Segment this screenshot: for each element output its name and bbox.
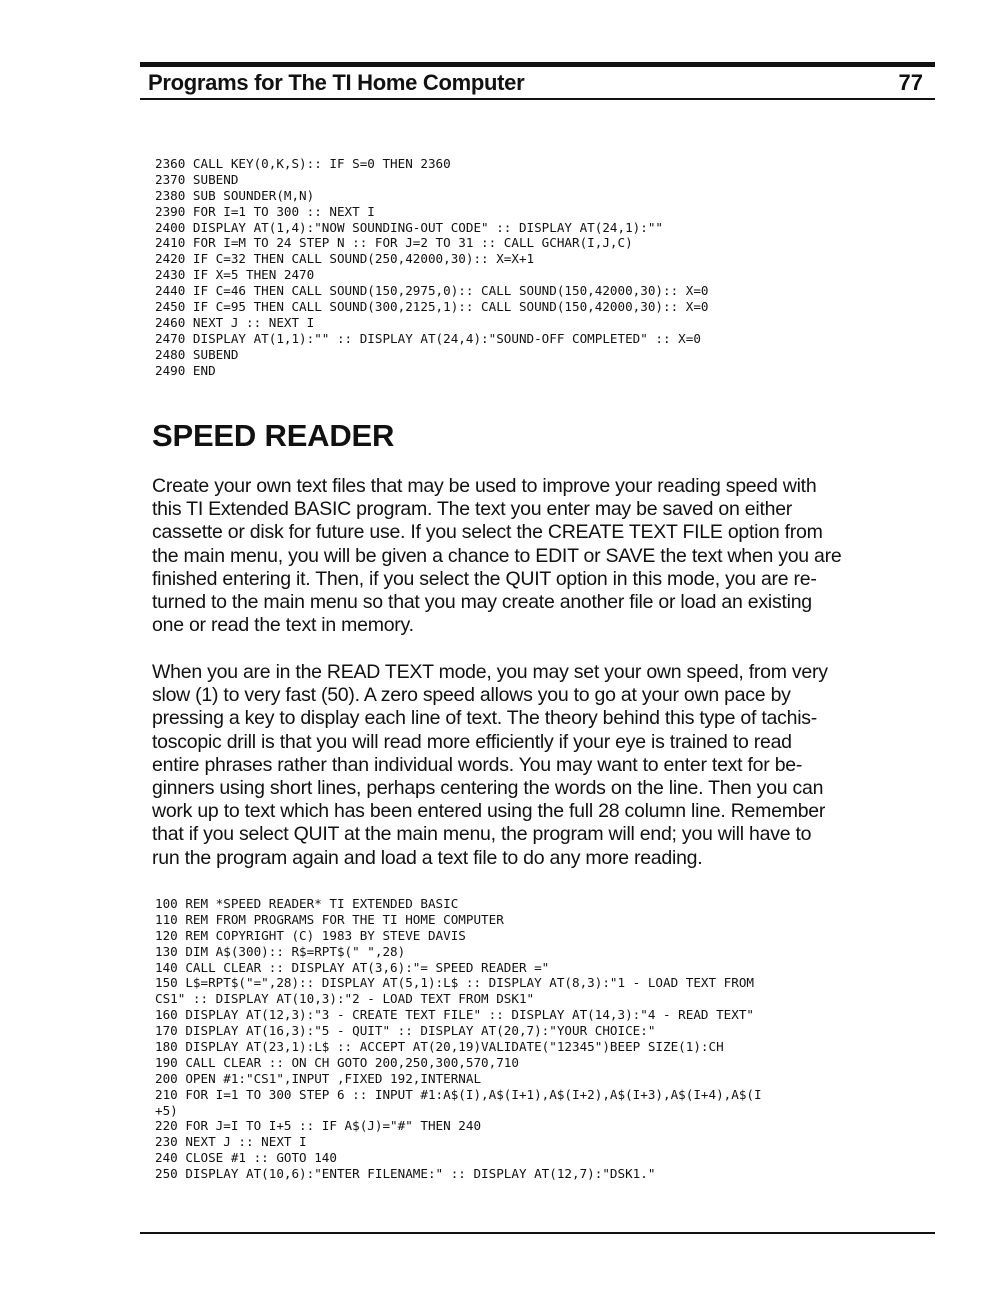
paragraph-line: that if you select QUIT at the main menu, the program will end; you will have to <box>152 823 812 846</box>
code-line: 2450 IF C=95 THEN CALL SOUND(300,2125,1):: CALL SOUND(150,42000,30):: X=0 <box>155 299 709 315</box>
running-header-title: Programs for The TI Home Computer <box>148 70 525 95</box>
code-line: 2420 IF C=32 THEN CALL SOUND(250,42000,30):: X=X+1 <box>155 251 535 267</box>
code-line: 230 NEXT J :: NEXT I <box>155 1134 307 1150</box>
code-line: 2370 SUBEND <box>155 171 239 187</box>
running-header <box>148 70 935 100</box>
code-line: 220 FOR J=I TO I+5 :: IF A$(J)="#" THEN 240 <box>155 1118 482 1134</box>
code-line: 180 DISPLAY AT(23,1):L$ :: ACCEPT AT(20,19)VALIDATE("12345")BEEP SIZE(1):CH <box>155 1039 724 1055</box>
paragraph-line: this TI Extended BASIC program. The text you enter may be saved on either <box>152 498 793 521</box>
paragraph-line: toscopic drill is that you will read more efficiently if your eye is trained to read <box>152 730 792 753</box>
paragraph-line: ginners using short lines, perhaps centering the words on the line. Then you can <box>152 776 824 799</box>
code-line: 160 DISPLAY AT(12,3):"3 - CREATE TEXT FILE" :: DISPLAY AT(14,3):"4 - READ TEXT" <box>155 1007 754 1023</box>
code-line: 150 L$=RPT$("=",28):: DISPLAY AT(5,1):L$ :: DISPLAY AT(8,3):"1 - LOAD TEXT FROM <box>155 975 754 991</box>
code-line: 2460 NEXT J :: NEXT I <box>155 314 315 330</box>
code-line: 2360 CALL KEY(0,K,S):: IF S=0 THEN 2360 <box>155 156 451 171</box>
code-line: 2400 DISPLAY AT(1,4):"NOW SOUNDING-OUT CODE" :: DISPLAY AT(24,1):"" <box>155 219 663 235</box>
page-number: 77 <box>898 70 923 95</box>
paragraph-line: slow (1) to very fast (50). A zero speed allows you to go at your own pace by <box>152 684 791 707</box>
code-listing-top <box>155 156 709 378</box>
paragraph-line: Create your own text files that may be used to improve your reading speed with <box>152 475 817 497</box>
body-paragraph-1 <box>152 475 942 637</box>
code-line: 2430 IF X=5 THEN 2470 <box>155 267 315 283</box>
code-line: 240 CLOSE #1 :: GOTO 140 <box>155 1150 337 1166</box>
code-line: 2480 SUBEND <box>155 346 239 362</box>
code-line: 100 REM *SPEED READER* TI EXTENDED BASIC <box>155 896 459 911</box>
paragraph-line: the main menu, you will be given a chance to EDIT or SAVE the text when you are <box>152 544 842 567</box>
code-line: 2410 FOR I=M TO 24 STEP N :: FOR J=2 TO 31 :: CALL GCHAR(I,J,C) <box>155 235 633 251</box>
code-line: 2440 IF C=46 THEN CALL SOUND(150,2975,0):: CALL SOUND(150,42000,30):: X=0 <box>155 283 709 299</box>
paragraph-line: run the program again and load a text file to do any more reading. <box>152 846 703 869</box>
code-line: 250 DISPLAY AT(10,6):"ENTER FILENAME:" :: DISPLAY AT(12,7):"DSK1." <box>155 1166 656 1182</box>
section-heading: SPEED READER <box>152 418 395 453</box>
code-line: 110 REM FROM PROGRAMS FOR THE TI HOME COMPUTER <box>155 911 504 927</box>
code-line: 120 REM COPYRIGHT (C) 1983 BY STEVE DAVIS <box>155 927 466 943</box>
paragraph-line: pressing a key to display each line of text. The theory behind this type of tachis- <box>152 707 818 730</box>
code-line: 170 DISPLAY AT(16,3):"5 - QUIT" :: DISPLAY AT(20,7):"YOUR CHOICE:" <box>155 1023 656 1039</box>
paragraph-line: finished entering it. Then, if you select the QUIT option in this mode, you are re- <box>152 567 817 590</box>
code-line: 2490 END <box>155 362 216 378</box>
code-line: 2390 FOR I=1 TO 300 :: NEXT I <box>155 203 375 219</box>
code-line: +5) <box>155 1102 178 1118</box>
code-line: CS1" :: DISPLAY AT(10,3):"2 - LOAD TEXT FROM DSK1" <box>155 991 535 1007</box>
paragraph-line: work up to text which has been entered using the full 28 column line. Remember <box>152 800 826 823</box>
code-line: 2380 SUB SOUNDER(M,N) <box>155 187 315 203</box>
paragraph-line: turned to the main menu so that you may create another file or load an existing <box>152 590 812 613</box>
paragraph-line: cassette or disk for future use. If you select the CREATE TEXT FILE option from <box>152 521 823 544</box>
code-line: 210 FOR I=1 TO 300 STEP 6 :: INPUT #1:A$(I),A$(I+1),A$(I+2),A$(I+3),A$(I+4),A$(I <box>155 1086 762 1102</box>
header-underline-rule <box>140 98 935 100</box>
code-line: 130 DIM A$(300):: R$=RPT$(" ",28) <box>155 943 406 959</box>
paragraph-line: one or read the text in memory. <box>152 614 414 637</box>
code-line: 190 CALL CLEAR :: ON CH GOTO 200,250,300,570,710 <box>155 1054 519 1070</box>
code-line: 2470 DISPLAY AT(1,1):"" :: DISPLAY AT(24,4):"SOUND-OFF COMPLETED" :: X=0 <box>155 330 701 346</box>
paragraph-line: When you are in the READ TEXT mode, you may set your own speed, from very <box>152 661 828 683</box>
paragraph-line: entire phrases rather than individual words. You may want to enter text for be- <box>152 753 803 776</box>
code-listing-bottom <box>155 896 762 1182</box>
body-paragraph-2 <box>152 661 942 870</box>
code-line: 200 OPEN #1:"CS1",INPUT ,FIXED 192,INTERNAL <box>155 1070 482 1086</box>
code-line: 140 CALL CLEAR :: DISPLAY AT(3,6):"= SPEED READER =" <box>155 959 550 975</box>
header-top-rule <box>140 62 935 67</box>
footer-rule <box>140 1232 935 1234</box>
